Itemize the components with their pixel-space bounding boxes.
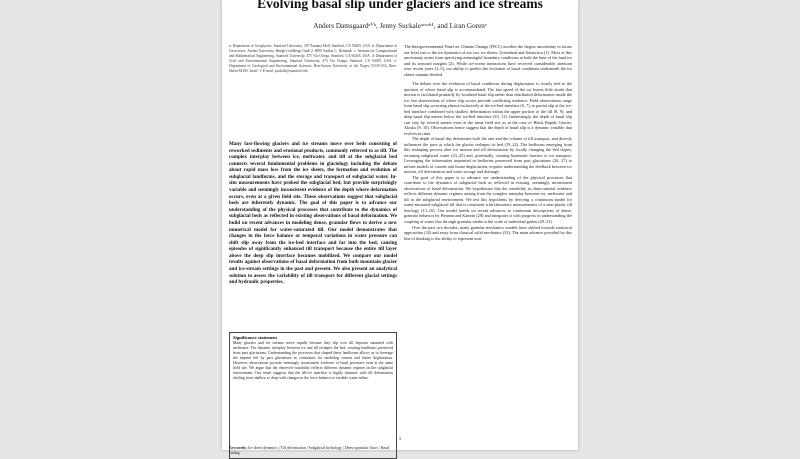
page-number: 1 (398, 437, 402, 442)
body-paragraph: The Intergovernmental Panel on Climate Change (IPCC) ascribes the largest uncertainty in future sea level rise to the ice dynamics of our two ice sheets, Greenland and Antarctica (1). Most of this uncertainty arises from specifying meaningful boundary conditions at both the base of the land ice and its seaward margins (2). While ice-ocean interactions have received considerable attention over recent years (3–5), our ability to predict the evolution of basal conditions underneath the ice sheets remains limited. (404, 44, 572, 77)
body-paragraph: The goal of this paper is to advance our understanding of the physical processes that contribute to the dynamics of subglacial beds as reflected in existing, seemingly inconsistent observations of basal deformation. We hypothesize that the variability in observational evidence reflects different dynamic regimes arising from the complex interplay between ice, meltwater and till in the subglacial environment. We test this hypothesis by deriving a continuum model for water-saturated subglacial till that is consistent with laboratory measurements of a near-plastic till rheology (13–16). Our model builds on recent advances in continuum descriptions of dense, granular behavior by Henann and Kamrin (28) and integrates it with progress in understanding the coupling of water flux through granular media at the scale of individual grains (29–31). (404, 174, 572, 224)
significance-text: Many glaciers and ice streams move rapidly because they slip over till deposits saturated with meltwater. The dynamic interplay between ice and till reshapes the bed, creating landforms preserved from past glaciations. Understanding the processes that shaped these landforms allows us to leverage the imprint left by past glaciations as constraints for modeling current and future deglaciation. However, observations provide seemingly inconsistent evidence of basal processes even at the same field site. We argue that the observed variability reflects different dynamic regimes in the subglacial environment. Our result suggests that the till-ice interface is highly dynamic with till deformation shifting from shallow to deep with changes in the force balance or variable water influx. (233, 341, 393, 380)
author-list: Anders Damsgaardᵃⱽᵇ, Jenny Suckaleᵃʳᶜʳᵈʳ¹, and Liran Gorenᵉ (313, 22, 487, 30)
affiliations: a: Department of Geophysics, Stanford University, 397 Panama Mall, Stanford, CA 94305, USA. b: Department of Geoscience, Aarhus University, Høegh-Guldbergs Gade 2, 8000 Aarhus C, Denmark. c: Institute for Computational and Mathematical Engineering, Stanford University, 475 Via Ortega, Stanford, CA 94305, USA. d: Department of Civil and Environmental Engineering, Stanford University, 473 Via Ortega, Stanford, CA 94305, USA. e: Department of Geological and Environmental Sciences, Ben-Gurion University of the Negev, P.O.B 653, Beer-Sheva 84105, Israel. 1: E-mail: jsuckale@stanford.edu (229, 44, 397, 74)
keywords-label: Keywords: (229, 446, 248, 450)
keywords-list: Ice sheet dynamics | Till deformation | Subglacial hydrology | Dense granular flows | Basal sliding (229, 446, 390, 456)
body-paragraph: The debate over the evolution of basal conditions during deglaciation is closely tied to the question of where basal slip is accommodated. The fast speed of the ice leaves little doubt that motion is facilitated primarily by localized basal slip rather than distributed deformation inside the ice, but observations of where slip occurs provide conflicting evidence. Field observations range from basal slip occurring almost exclusively at the ice-bed interface (6, 7), to partial slip at the ice-bed interface combined with shallow deformation within the upper portion of the till (8, 9), and deep basal slip meters below the ice-bed interface (10, 11). Interestingly, the depth of basal slip can vary by several meters even at the same field site as in the case of Black Rapids Glacier, Alaska (9, 10). Observations hence suggest that the depth of basal slip is a dynamic variable that evolves in time. (404, 81, 572, 136)
keywords (229, 446, 397, 457)
body-paragraph: The depth of basal slip determines both the rate and the volume of till transport, and directly influences the pace at which the glacier reshapes its bed (19–22). The bedforms emerging from this reshaping process alter ice motion and till deformation by locally changing the bed slopes, rerouting subglacial water (23–25) and, potentially, creating kinematic barriers to ice transport. Leveraging the information imprinted in bedforms preserved from past glaciations (26, 27) to inform models of current and future deglaciation, requires understanding the feedback between ice motion, till deformation and water storage and drainage. (404, 136, 572, 175)
significance-title: Significance statement (233, 335, 278, 340)
abstract: Many fast-flowing glaciers and ice streams move over beds consisting of reworked sediments and erosional products, commonly referred to as till. The complex interplay between ice, meltwater, and till at the subglacial bed connects several fundamental problems in glaciology including the debate about rapid mass loss from the ice sheets, the formation and evolution of subglacial landforms, and the storage and transport of subglacial water. In-situ measurements have probed the subglacial bed, but provide surprisingly variable and seemingly inconsistent evidence of the depth where deformation occurs, even at a given field site. These observations suggest that subglacial beds are inherently dynamic. The goal of this paper is to advance our understanding of the physical processes that contribute to the dynamics of subglacial beds as reflected in existing observations of basal deformation. We build on recent advances in modeling dense, granular flows to derive a new numerical model for water-saturated till. Our model demonstrates that changes in the force balance or temporal variations in water pressure can shift slip away from the ice-bed interface and far into the bed, causing episodes of significantly enhanced till transport because the entire till layer above the deep slip interface becomes mobilized. We compare our model results against observations of basal deformation from both mountain glacier and ice-stream settings in the past and present. We also present an analytical solution to assess the variability of till transport for different glacial settings and hydraulic properties. (229, 141, 397, 286)
left-column (229, 44, 397, 456)
right-column (404, 44, 572, 241)
paper-page (222, 0, 578, 456)
body-paragraph: Over the past two decades, many granular mechanics models have shifted towards statistical approaches (32) and away from classical solid mechanics (33). The main advance provided by this line of thinking is the ability to represent non- (404, 224, 572, 241)
paper-title: Evolving basal slip under glaciers and ice streams (257, 0, 543, 11)
